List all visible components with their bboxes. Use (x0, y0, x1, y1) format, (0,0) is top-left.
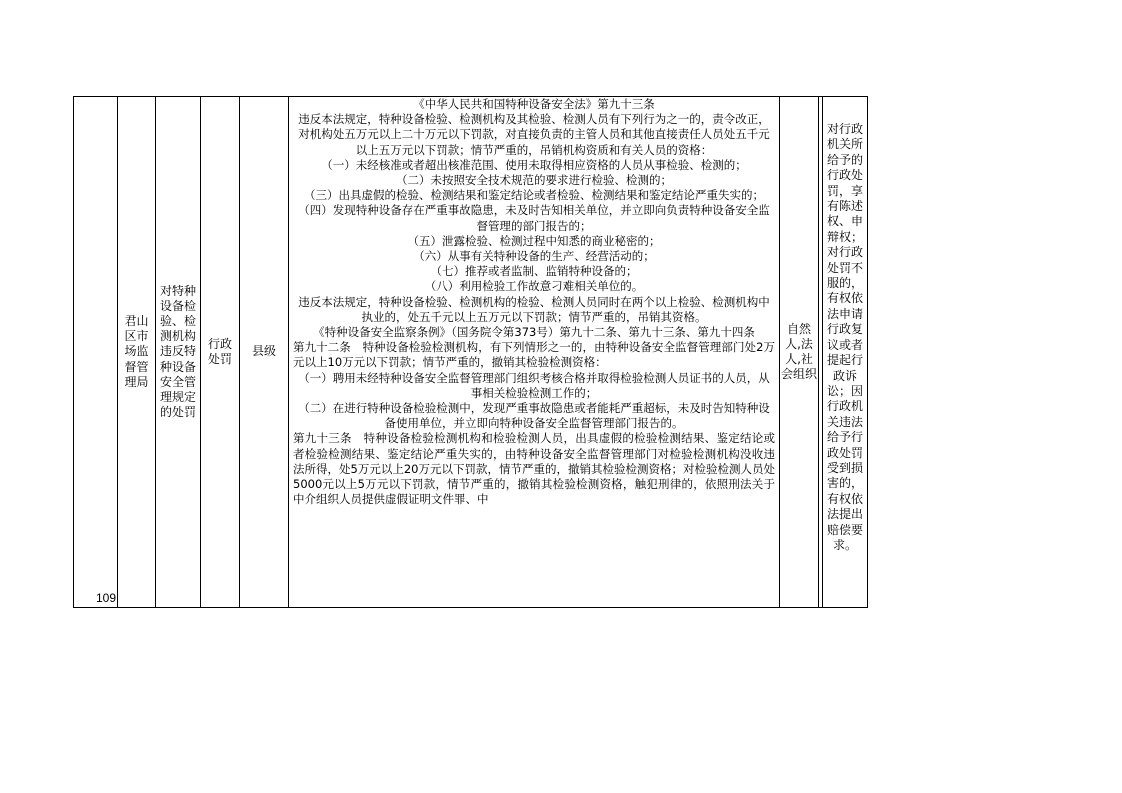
legal-basis-paragraph: （七）推荐或者监制、监销特种设备的； (430, 264, 638, 279)
legal-basis-cell (289, 97, 780, 608)
legal-basis-paragraph: （三）出具虚假的检验、检测结果和鉴定结论或者检验、检测结果和鉴定结论严重失实的； (304, 188, 764, 203)
legal-basis-paragraph: 违反本法规定，特种设备检验、检测机构及其检验、检测人员有下列行为之一的，责令改正，对机构处五万元以上二十万元以下罚款，对直接负责的主管人员和其他直接责任人员处五千元以上五万元以下罚款；情节严重的，吊销机构资质和有关人员的资格： (298, 112, 770, 157)
legal-basis-paragraph: 《特种设备安全监察条例》（国务院令第373号）第九十二条、第九十三条、第九十四条 (313, 325, 755, 340)
power-type: 行政处罚 (207, 336, 232, 366)
power-type-cell (201, 97, 240, 608)
legal-basis-paragraph: 《中华人民共和国特种设备安全法》第九十三条 (413, 97, 655, 111)
department-cell (118, 97, 156, 608)
legal-basis-paragraph: （五）泄露检验、检测过程中知悉的商业秘密的； (407, 233, 661, 248)
power-list-table (73, 96, 868, 608)
legal-basis-text (289, 97, 779, 607)
department-name: 君山区市场监督管理局 (124, 313, 149, 389)
rights-cell (823, 97, 868, 608)
legal-basis-paragraph: （一）未经核准或者超出核准范围、使用未取得相应资格的人员从事检验、检测的； (321, 157, 747, 172)
legal-basis-paragraph: （四）发现特种设备存在严重事故隐患，未及时告知相关单位，并立即向负责特种设备安全监督管理的部门报告的； (298, 203, 770, 233)
item-name: 对特种设备检验、检测机构违反特种设备安全管理规定的处罚 (159, 283, 196, 420)
legal-basis-paragraph: （二）在进行特种设备检验检测中，发现严重事故隐患或者能耗严重超标，未及时告知特种设备使用单位，并立即向特种设备安全监督管理部门报告的。 (298, 401, 770, 431)
legal-basis-paragraph: （六）从事有关特种设备的生产、经营活动的； (413, 249, 655, 264)
seq-cell (74, 97, 118, 608)
rights-text: 对行政机关所给予的行政处罚，享有陈述权、申辩权；对行政处罚不服的，有权依法申请行政复议或者提起行政诉讼；因行政机关违法给予行政处罚受到损害的，有权依法提出赔偿要求。 (826, 122, 863, 552)
legal-basis-paragraph: （一）聘用未经特种设备安全监督管理部门组织考核合格并取得检验检测人员证书的人员，从事相关检验检测工作的； (298, 370, 770, 400)
seq-number: 109 (95, 590, 116, 605)
legal-basis-paragraph: 第九十二条 特种设备检验检测机构，有下列情形之一的，由特种设备安全监督管理部门处2万元以上10万元以下罚款；情节严重的，撤销其检验检测资格： (293, 340, 775, 370)
level-cell (240, 97, 289, 608)
item-name-cell (156, 97, 201, 608)
legal-basis-paragraph: （二）未按照安全技术规范的要求进行检验、检测的； (396, 173, 672, 188)
legal-basis-paragraph: 违反本法规定，特种设备检验、检测机构的检验、检测人员同时在两个以上检验、检测机构中执业的，处五千元以上五万元以下罚款；情节严重的，吊销其资格。 (298, 294, 770, 324)
subject-cell (780, 97, 819, 608)
legal-basis-paragraph: 第九十三条 特种设备检验检测机构和检验检测人员，出具虚假的检验检测结果、鉴定结论或者检验检测结果、鉴定结论严重失实的，由特种设备安全监督管理部门对检验检测机构没收违法所得，处5万元以上20万元以下罚款，情节严重的，撤销其检验检测资格；对检验检测人员处5000元以上5万元以下罚款，情节严重的，撤销其检验检测资格，触犯刑律的，依照刑法关于中介组织人员提供虚假证明文件罪、中 (293, 431, 775, 507)
table-row (74, 97, 868, 608)
level: 县级 (251, 344, 276, 359)
subject: 自然人,法人,社会组织 (781, 321, 818, 382)
legal-basis-paragraph: （八）利用检验工作故意刁难相关单位的。 (424, 279, 644, 294)
